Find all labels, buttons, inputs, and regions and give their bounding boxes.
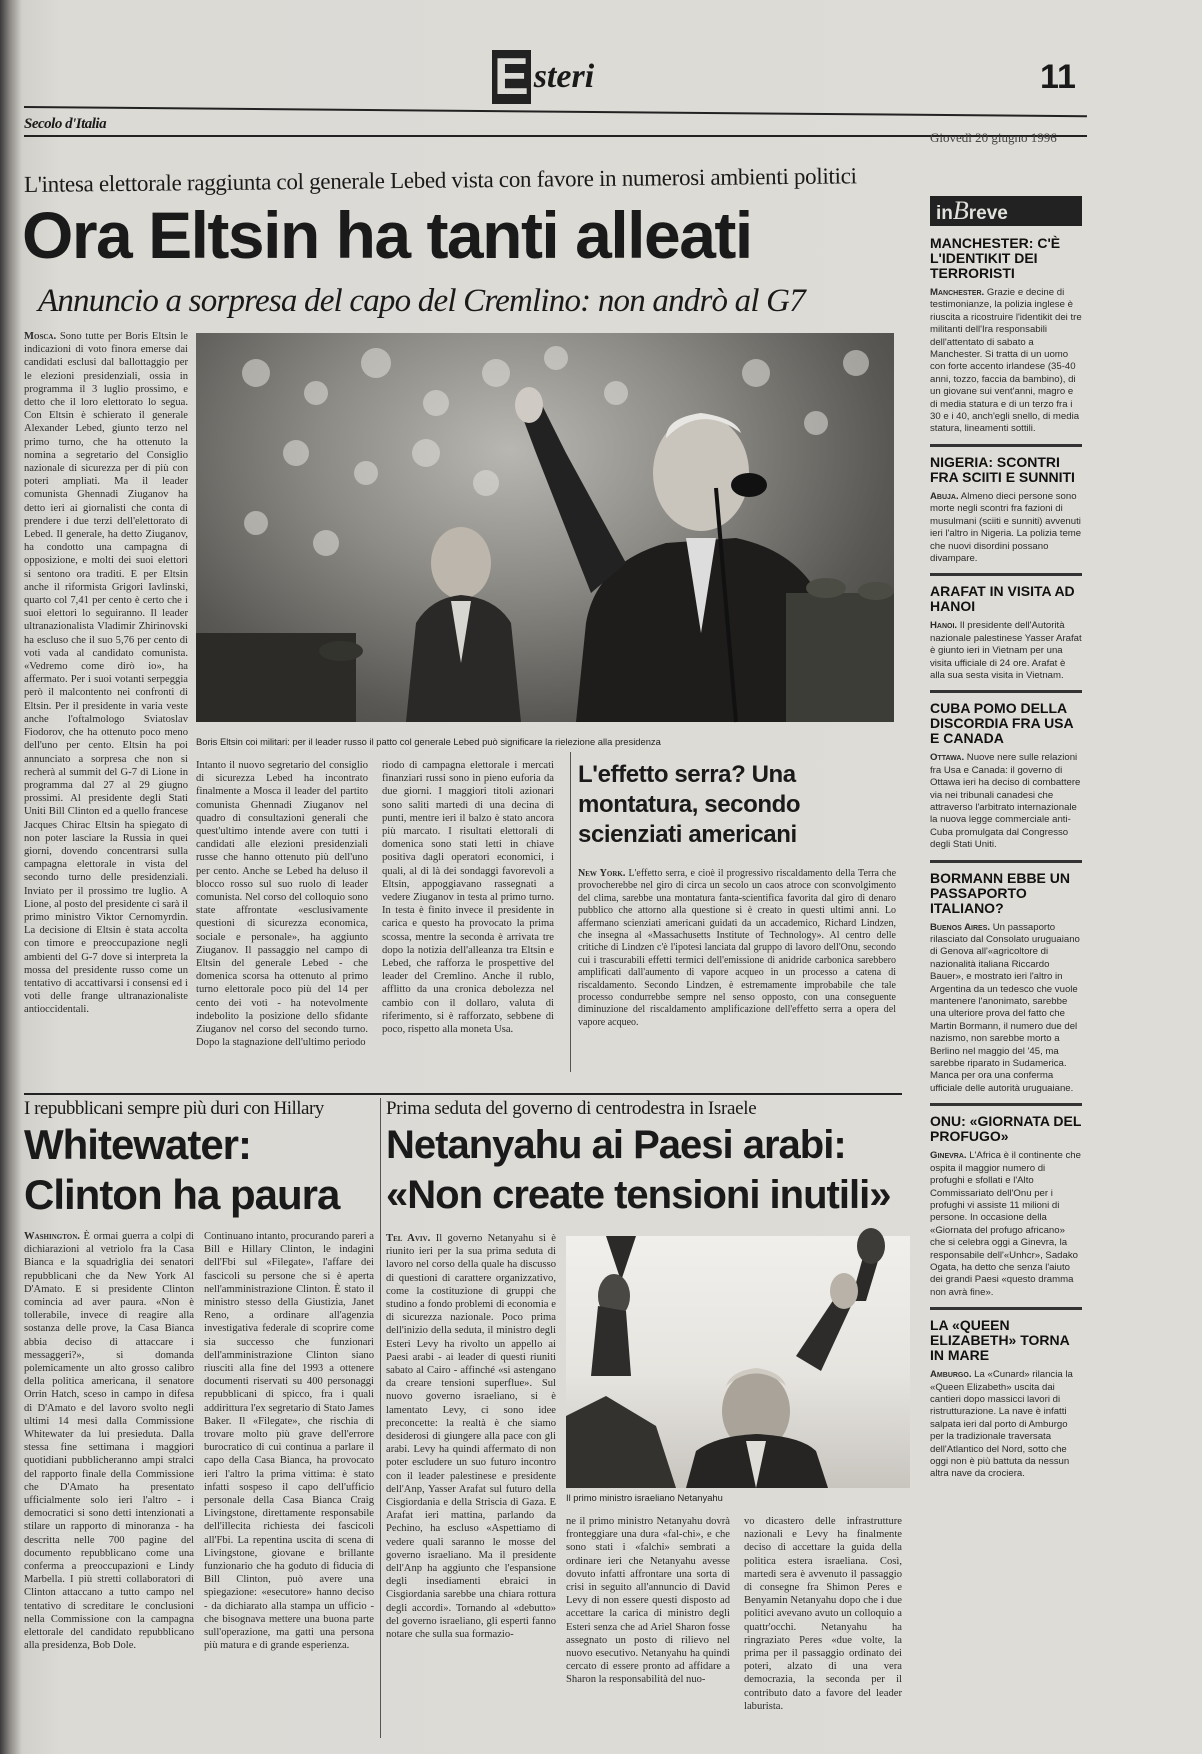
brief-text xyxy=(930,1369,1082,1481)
briefs-label-b: B xyxy=(952,196,969,225)
brief-text xyxy=(930,922,1082,1096)
whitewater-dateline: Washington. xyxy=(24,1231,80,1242)
eltsin-photo-illustration xyxy=(196,333,894,722)
brief-dateline: Amburgo. xyxy=(930,1369,972,1381)
brief-item xyxy=(930,455,1082,576)
brief-dateline: Manchester. xyxy=(930,287,985,298)
brief-text xyxy=(930,620,1082,682)
netanyahu-photo-illustration xyxy=(566,1236,910,1488)
brief-body: Nuove nere sulle relazioni fra Usa e Canada: il governo di Ottawa ieri ha deciso di combattere via nei tribunali canadesi che attraverso l'arbitrato internazionale la nuova legge commerciale anti-Cuba promulgata dal Congresso degli Stati Uniti. xyxy=(930,752,1081,851)
serra-headline: L'effetto serra? Una montatura, secondo scienziati americani xyxy=(578,761,801,848)
brief-item xyxy=(930,701,1082,862)
whitewater-kicker: I repubblicani sempre più duri con Hillary xyxy=(24,1098,324,1119)
section-rest: steri xyxy=(533,58,595,95)
serra-text: L'effetto serra, e cioè il progressivo riscaldamento della Terra che provocherebbe nel giro di circa un secolo un caos atroce con sconvolgimento del clima, sarebbe una montatura fanta-scientifica favorita dal giro di denaro pubblico che attorno alla questione si è creato in questi ultimi anni. Lo affermano scienziati americani guidati da un accademico, Richard Lindzen, che insegna al «Massachusetts Institute of Technology». Al centro delle critiche di Lindzen c'è l'ipotesi lanciata dal gruppo di lavoro dell'Onu, secondo cui i trascurabili effetti termici dell'emissione di anidride carbonica sarebbero amplificati dall'aumento di vapore acqueo in un processo a catena di riscaldamento. Secondo Lindzen, è estremamente improbabile che tale processo condurrebbe sempre nel senso opposto, con una conseguente diminuzione del riscaldamento amplificazione dell'effetto serra a opera del vapore acqueo. xyxy=(578,868,897,1028)
netanyahu-column-1-text: Il governo Netanyahu si è riunito ieri per la sua prima seduta di lavoro nel corso della quale ha discusso di questioni di carattere organizzativo, come la costituzione di gruppi che studino a fondo problemi di economia e di sicurezza nazionale. Poco prima dell'inizio della seduta, il ministro degli Esteri Levy ha rivolto un appello ai Paesi arabi - ai leader di questi riuniti sabato al Cairo - affinché «si astengano da creare tensioni superflue». Sul nuovo governo israeliano, si è lamentato Levy, ci sono idee preconcette: la realtà è che siamo desiderosi di giungere alla pace con gli arabi. Levy ha quindi affermato di non poter escludere un suo futuro incontro con il leader palestinese e presidente dell'Anp, Yasser Arafat sul futuro della Cisgiordania e della Striscia di Gaza. E Arafat ieri mattina, parlando da Pechino, ha escluso «Aspettiamo di vedere quali saranno le mosse del governo israeliano. Ma il presidente dell'Anp ha aggiunto che l'espansione degli insediamenti ebraici in Cisgiordania sarebbe una chiara rottura degli accordi». Tornando al «debutto» del governo israeliano, gli esperti fanno notare che sulla sua formazio- xyxy=(386,1233,557,1641)
whitewater-column-1-text: È ormai guerra a colpi di dichiarazioni al vetriolo fra la Casa Bianca e la squadriglia dei senatori repubblicani che da New York Al D'Amato. E si presidente Clinton comincia ad aver paura. «Non è tollerabile, invece di reagire alla sostanza delle prove, la Casa Bianca abbia deciso di attaccare i messaggeri?», si domanda polemicamente un alto grosso calibro della politica americana, il senatore Orrin Hatch, sceso in campo in difesa di D'Amato e del lavoro svolto negli ultimi 14 mesi dalla Commissione Whitewater da lui presieduta. Dalla stessa fine settimana i maggiori quotidiani pubblicheranno ampi stralci del rapporto finale della Commissione che D'Amato ha presentato ufficialmente solo ieri l'altro - i democratici si sono detti intenzionati a stilare un rapporto di minoranza - ha descritta nelle 700 pagine del documento repubblicano come una conferma a preoccupazioni e Lindy Marbella. I più stretti collaboratori di Clinton attaccano a tutto campo nel tentativo di screditare le conclusioni nella Commissione con la campagna elettorale del candidato repubblicano alla presidenza, Bob Dole. xyxy=(24,1231,194,1652)
page-number: 11 xyxy=(1040,58,1076,96)
column-divider xyxy=(380,1098,381,1738)
eltsin-photo xyxy=(196,333,894,722)
brief-dateline: Ottawa. xyxy=(930,752,965,764)
lead-column-2: Intanto il nuovo segretario del consiglio di sicurezza Lebed ha incontrato finalmente a Mosca il leader del partito comunista Ghennadi Ziuganov nel quadro di consultazioni generali che quest'ultimo intende avere con tutti i candidati alle elezioni presidenziali russe che hanno ottenuto più dell'uno per cento. Anche se Lebed ha deluso il blocco rosso sul suo ruolo di leader comunista. Nel corso del colloquio sono state affrontate «esclusivamente questioni di sicurezza economica, sociale e personale», ha aggiunto Ziuganov. Il passaggio nel campo di Eltsin del generale Lebed - che domenica scorsa ha ottenuto al primo turno elettorale poco più del 14 per cento dei voti - ha notevolmente indebolito la posizione dello sfidante Ziuganov nel corso del secondo turno. Dopo la stagnazione dell'ultimo periodo xyxy=(196,760,368,1049)
lead-dateline: Mosca. xyxy=(24,331,57,342)
whitewater-column-2: Continuano intanto, procurando pareri a Bill e Hillary Clinton, le indagini dell'Fbi sul «Filegate», l'affare dei fascicoli su persone che si è aperta nell'amministrazione Clinton. È stato il ministro stesso della Giustizia, Janet Reno, a ordinare all'agenzia investigativa federale di scoprire come sia successo che funzionari dell'amministrazione Clinton siano riusciti alla fine del 1993 a ottenere documenti riservati su 400 personaggi repubblicani di spicco, fra i quali addirittura l'ex segretario di Stato James Baker. Il «Filegate», che rischia di trovare molto più grave dell'errore burocratico di cui continua a parlare il capo della Casa Bianca, ha provocato ieri l'altro la prima vittima: è stato infatti sospeso il capo dell'ufficio personale della Casa Bianca Craig Livingstone, direttamente responsabile dell'illecita richiesta dei fascicoli all'Fbi. La repentina uscita di scena di Livingstone, giovane e brillante funzionario che ha goduto di fiducia di Bill Clinton, può avere una spiegazione: «esecutore» hanno deciso - da dichiarato alla stampa un ufficio - che bisognava mettere una buona parte sull'operazione, ma gatti una persona più matura e di grande esperienza. xyxy=(204,1231,374,1652)
brief-title: LA «QUEEN ELIZABETH» TORNA IN MARE xyxy=(930,1317,1070,1364)
whitewater-headline-1: Whitewater: xyxy=(24,1121,252,1168)
brief-item xyxy=(930,1114,1082,1310)
brief-body: La «Cunard» rilancia la «Queen Elizabeth» uscita dai cantieri dopo massicci lavori di ristrutturazione. La nave è infatti salpata ieri dal porto di Amburgo per la tradizionale traversata dell'Atlantico del Nord, sotto che oggi non è più battuta da nessun altra nave da crociera. xyxy=(930,1369,1073,1480)
serra-dateline: New York. xyxy=(578,868,626,879)
brief-body: Un passaporto rilasciato dal Consolato uruguaiano di Genova all'«agricoltore di nazionalità italiana Riccardo Bauer», e mostrato ieri l'altro in Argentina da un tedesco che vuole mantenere l'anonimato, sarebbe una ulteriore prova del fatto che Martin Bormann, il numero due del nazismo, non sarebbe morto a Berlino nel maggio del '45, ma sarebbe riparato in Sudamerica. Manca per ora una conferma ufficiale delle autorità uruguaiane. xyxy=(930,921,1080,1094)
lead-column-3: riodo di campagna elettorale i mercati finanziari russi sono in pieno euforia da due giorni. I maggiori titoli azionari sono saliti martedì di una decina di punti, mentre ieri il balzo è stato ancora più marcato. I risultati elettorali di domenica sono stati letti in chiave positiva dagli operatori economici, i quali, al di là dei sondaggi favorevoli a Eltsin, appoggiavano rassegnati a vedere Ziuganov in testa al primo turno. In testa è finito invece il presidente in carica e questo ha provocato la prima scossa, mentre la seconda è arrivata tre dopo la notizia dell'alleanza tra Eltsin e Lebed, che rafforza le prospettive del leader del Cremlino. Anche il rublo, afflitto da una cronica debolezza nel cambio con il dollaro, valuta di riferimento, si è rafforzato, sebbene di poco, rispetto alla moneta Usa. xyxy=(382,760,554,1036)
netanyahu-headline-2: «Non create tensioni inutili» xyxy=(386,1173,891,1217)
brief-title: NIGERIA: SCONTRI FRA SCIITI E SUNNITI xyxy=(930,453,1075,485)
netanyahu-dateline: Tel Aviv. xyxy=(386,1233,431,1244)
netanyahu-column-3: vo dicastero delle infrastrutture nazionali e Levy ha finalmente deciso di accettare la guida della politica estera israeliana. Così, martedì sera è avvenuto il passaggio di consegne fra Shimon Peres e Benyamin Netanyahu dopo che i due politici avevano avuto un colloquio a quattr'occhi. Netanyahu ha ringraziato Peres «due volte, la prima per il passaggio ordinato dei poteri, alzato di una vera democrazia, la seconda per il contributo dato a favore del leader laburista. xyxy=(744,1516,902,1712)
brief-item xyxy=(930,236,1082,447)
briefs-label xyxy=(930,196,1082,226)
section-initial: E xyxy=(494,48,529,106)
brief-dateline: Buenos Aires. xyxy=(930,921,991,933)
issue-date: Giovedì 20 giugno 1996 xyxy=(930,130,1057,145)
lead-kicker: L'intesa elettorale raggiunta col generale Lebed vista con favore in numerosi ambienti politici xyxy=(23,163,857,197)
brief-dateline: Hanoi. xyxy=(930,620,958,632)
brief-body: Grazie e decine di testimonianze, la polizia inglese è riuscita a ricostruire l'identikit dei tre militanti dell'Ira responsabili dell'attentato di sabato a Manchester. Si tratta di un uomo con forte accento irlandese (35-40 anni, tozzo, faccia da bambino), di un giovane sui vent'anni, magro e di media statura e di un terzo fra i 30 e i 40, anch'egli snello, di media statura, lineamenti sottili. xyxy=(930,287,1082,435)
brief-title: ARAFAT IN VISITA AD HANOI xyxy=(930,583,1075,615)
brief-text xyxy=(930,287,1082,436)
brief-item xyxy=(930,1318,1082,1481)
header-rule-bottom xyxy=(24,135,1087,137)
lead-headline: Ora Eltsin ha tanti alleati xyxy=(22,198,752,272)
netanyahu-kicker: Prima seduta del governo di centrodestra in Israele xyxy=(386,1098,757,1119)
briefs-label-in: in xyxy=(936,203,953,224)
netanyahu-photo xyxy=(566,1236,910,1488)
netanyahu-photo-caption: Il primo ministro israeliano Netanyahu xyxy=(566,1492,723,1503)
brief-title: CUBA POMO DELLA DISCORDIA FRA USA E CANADA xyxy=(930,700,1074,747)
brief-body: Il presidente dell'Autorità nazionale palestinese Yasser Arafat è giunto ieri in Vietnam per una visita ufficiale di 24 ore. Arafat è alla sua sesta visita in Vietnam. xyxy=(930,620,1082,681)
brief-item xyxy=(930,584,1082,693)
lead-column-1 xyxy=(24,330,188,1100)
lead-subhead: Annuncio a sorpresa del capo del Cremlino: non andrò al G7 xyxy=(38,283,805,319)
brief-text xyxy=(930,752,1082,851)
whitewater-headline-2: Clinton ha paura xyxy=(24,1171,340,1218)
brief-title: MANCHESTER: C'È L'IDENTIKIT DEI TERRORISTI xyxy=(930,235,1061,281)
serra-box-rule xyxy=(570,752,571,1072)
netanyahu-column-2: ne il primo ministro Netanyahu dovrà fronteggiare una dura «fal-chi», e che sono stati i «falchi» sembrati a ordinare ieri che Netanyahu avesse dovuto infatti affrontare una sorta di crisi in seguito all'annuncio di David Levy di non essere questi disposto ad accettare la carica di ministro degli Esteri senza che ad Ariel Sharon fosse assegnato un posto di rilievo nel nuovo esecutivo. Netanyahu ha quindi cercato di essere pronto ad affidare a Sharon la responsabilità del nuo- xyxy=(566,1516,730,1686)
newspaper-logo: Secolo d'Italia xyxy=(24,116,107,132)
netanyahu-column-1 xyxy=(386,1232,557,1641)
brief-title: BORMANN EBBE UN PASSAPORTO ITALIANO? xyxy=(930,869,1070,916)
brief-text xyxy=(930,1150,1082,1299)
whitewater-column-1 xyxy=(24,1230,194,1740)
serra-body xyxy=(578,868,896,1073)
brief-title: ONU: «GIORNATA DEL PROFUGO» xyxy=(930,1113,1082,1145)
brief-dateline: Abuja. xyxy=(930,490,959,502)
briefs-sidebar xyxy=(930,196,1082,1750)
brief-body: Almeno dieci persone sono morte negli scontri fra fazioni di musulmani (sciiti e sunniti) avvenuti ieri l'altro in Nigeria. La polizia teme che nuovi disordini possano divampare. xyxy=(930,490,1082,564)
brief-text xyxy=(930,491,1082,565)
lead-column-1-text: Sono tutte per Boris Eltsin le indicazioni di voto finora emerse dai candidati esclusi dal ballottaggio per le elezioni presidenziali, ossia in programma il 3 luglio prossimo, e detto che il loro elettorato lo segua. Con Eltsin è schierato il generale Alexander Lebed, giunto terzo nel primo turno, che ha ottenuto la nomina a segretario del Consiglio nazionale di sicurezza per di più con poteri ampliati. Ma il leader comunista Ghennadi Ziuganov ha detto ieri ai giornalisti che conta di prendere i due terzi dell'elettorato di Lebed. Il generale, ha detto Ziuganov, ha condotto una campagna di opposizione, e molti dei suoi elettori si sentono ora traditi. E per Eltsin anche il riformista Grigori Iavlinski, quarto col 7,41 per cento è certo che i suoi elettori lo seguiranno. Il leader ultranazionalista Vladimir Zhirinovski ha escluso che il suo 5,76 per cento di voti vada al candidato comunista. «Vedremo come dirò io», ha affermato. Per i suoi votanti serpeggia però il malcontento nei confronti di Eltsin. Per il presidente in varia veste anche l'oftalmologo Sviatoslav Fiodorov, che ha ottenuto poco meno dell'uno per cento. Eltsin ha poi annunciato a sorpresa che non si recherà al summit del G-7 di Lione in programma dal 27 al 29 giugno prossimi. Al presidente degli Stati Uniti Bill Clinton ed a quello francese Jacques Chirac Eltsin ha spiegato di non poter lasciare la Russia in quei giorni, dovendo concentrarsi sulla campagna elettorale in vista del secondo turno delle presidenziali. Inviato per il prossimo tre luglio. A Lione, al posto del presidente ci sarà il primo ministro Viktor Cernomyrdin. La decisione di Eltsin è stata accolta con timore e preoccupazione negli ambienti del G-7 dove si interpreta la mossa del presidente russo come un tentativo di accattivarsi i consensi ed i voti delle frange ultranazionaliste antioccidentali. xyxy=(24,331,189,1016)
mid-rule xyxy=(24,1093,902,1095)
brief-dateline: Ginevra. xyxy=(930,1150,967,1162)
brief-body: L'Africa è il continente che ospita il maggior numero di profughi e sfollati e l'Alto Commissariato dell'Onu per i profughi vi assiste 11 milioni di persone. In occasione della «Giornata del profugo africano» che si celebra oggi a Ginevra, la responsabile dell'«Unhcr», Sadako Ogata, ha detto che senza l'aiuto dei grandi Paesi «questo dramma non avrà fine». xyxy=(930,1150,1081,1298)
section-title xyxy=(492,50,594,110)
briefs-label-rest: reve xyxy=(968,203,1008,224)
eltsin-photo-caption: Boris Eltsin coi militari: per il leader russo il patto col generale Lebed può significare la rielezione alla presidenza xyxy=(196,736,661,747)
netanyahu-headline-1: Netanyahu ai Paesi arabi: xyxy=(386,1123,846,1167)
brief-item xyxy=(930,871,1082,1107)
